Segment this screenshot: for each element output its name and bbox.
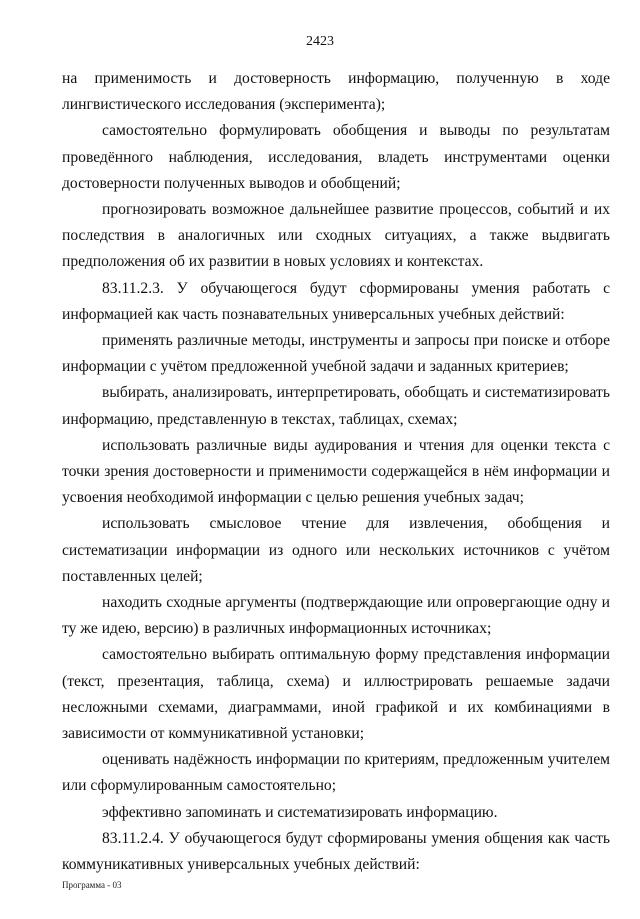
page-footer: Программа - 03 (62, 880, 122, 890)
paragraph: эффективно запоминать и систематизировать информацию. (102, 803, 498, 821)
paragraph: самостоятельно выбирать оптимальную форму представления информации (текст, презентация, таблица, схема) и иллюстрировать решаемые задачи несложными схемами, диаграммами, иной графикой и их комбинациями в зависимости от коммуникативной установки; (62, 646, 610, 743)
document-body (62, 66, 610, 878)
section-heading-paragraph: 83.11.2.4. У обучающегося будут сформированы умения общения как часть коммуникативных универсальных учебных действий: (62, 829, 610, 874)
paragraph: на применимость и достоверность информацию, полученную в ходе лингвистического исследования (эксперимента); (62, 70, 610, 114)
paragraph: применять различные методы, инструменты и запросы при поиске и отборе информации с учётом предложенной учебной задачи и заданных критериев; (62, 332, 610, 376)
page-number: 2423 (306, 34, 334, 49)
paragraph: находить сходные аргументы (подтверждающие или опровергающие одну и ту же идею, версию) в различных информационных источниках; (62, 594, 610, 638)
paragraph: выбирать, анализировать, интерпретировать, обобщать и систематизировать информацию, представленную в текстах, таблицах, схемах; (62, 384, 610, 428)
paragraph: оценивать надёжность информации по критериям, предложенным учителем или сформулированным самостоятельно; (62, 751, 610, 795)
paragraph: самостоятельно формулировать обобщения и выводы по результатам проведённого наблюдения, исследования, владеть инструментами оценки достоверности полученных выводов и обобщений; (62, 122, 610, 192)
paragraph: использовать смысловое чтение для извлечения, обобщения и систематизации информации из одного или нескольких источников с учётом поставленных целей; (62, 515, 610, 585)
paragraph: использовать различные виды аудирования и чтения для оценки текста с точки зрения достоверности и применимости содержащейся в нём информации и усвоения необходимой информации с целью решения учебных задач; (62, 436, 610, 507)
paragraph: прогнозировать возможное дальнейшее развитие процессов, событий и их последствия в аналогичных или сходных ситуациях, а также выдвигать предположения об их развитии в новых условиях и контекстах. (62, 201, 610, 271)
section-heading-paragraph: 83.11.2.3. У обучающегося будут сформированы умения работать с информацией как часть познавательных универсальных учебных действий: (62, 279, 610, 323)
